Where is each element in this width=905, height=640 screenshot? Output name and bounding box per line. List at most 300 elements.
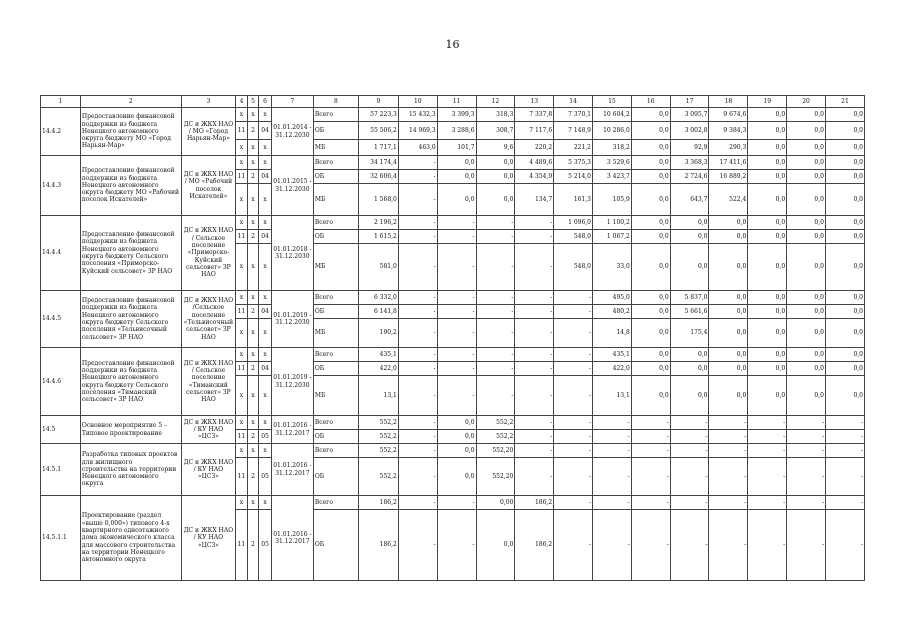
funding-amount: 34 174,4 (358, 156, 398, 170)
funding-amount: 0,00 (476, 496, 515, 510)
funding-amount: 318,3 (476, 108, 515, 122)
funding-amount: 0,0 (670, 244, 709, 291)
funding-amount: 221,2 (554, 140, 593, 156)
funding-amount: - (670, 416, 709, 430)
table-row (41, 416, 865, 430)
budget-classification-code: x (259, 244, 272, 291)
funding-amount: - (593, 430, 632, 444)
funding-source: ОБ (313, 230, 358, 244)
funding-amount: - (515, 244, 554, 291)
funding-amount: 3 399,3 (437, 108, 476, 122)
funding-amount: - (515, 230, 554, 244)
funding-amount: - (825, 430, 864, 444)
funding-amount: - (476, 216, 515, 230)
column-number: 12 (476, 96, 515, 108)
funding-amount: 0,0 (631, 376, 670, 416)
funding-amount: - (437, 216, 476, 230)
budget-classification-code: x (236, 108, 248, 122)
budget-classification-code: 04 (259, 230, 272, 244)
funding-amount: 0,0 (631, 122, 670, 140)
budget-classification-code: x (236, 319, 248, 348)
funding-amount: 0,0 (670, 216, 709, 230)
column-number: 6 (259, 96, 272, 108)
funding-amount: - (476, 305, 515, 319)
column-number: 3 (181, 96, 236, 108)
funding-amount: 0,0 (787, 362, 826, 376)
funding-amount: - (398, 444, 437, 458)
funding-amount: 0,0 (437, 170, 476, 184)
funding-amount: - (515, 416, 554, 430)
funding-amount: - (554, 376, 593, 416)
funding-amount: - (709, 496, 748, 510)
funding-amount: - (554, 444, 593, 458)
funding-amount: - (670, 510, 709, 581)
funding-amount: 422,0 (358, 362, 398, 376)
budget-classification-code: x (259, 444, 272, 458)
funding-amount: - (554, 348, 593, 362)
funding-amount: 0,0 (709, 230, 748, 244)
funding-source: ОБ (313, 305, 358, 319)
funding-amount: - (437, 348, 476, 362)
funding-source: МБ (313, 184, 358, 216)
funding-amount: 0,0 (631, 348, 670, 362)
funding-amount: 0,0 (631, 319, 670, 348)
budget-classification-code: x (236, 348, 248, 362)
budget-classification-code: 11 (236, 305, 248, 319)
funding-amount: - (398, 184, 437, 216)
column-number: 10 (398, 96, 437, 108)
funding-amount: 32 606,4 (358, 170, 398, 184)
funding-amount: 0,0 (437, 444, 476, 458)
budget-classification-code: x (247, 140, 259, 156)
funding-amount: 0,0 (631, 291, 670, 305)
budget-classification-code: x (259, 140, 272, 156)
funding-amount: - (515, 305, 554, 319)
column-number: 18 (709, 96, 748, 108)
funding-amount: - (631, 510, 670, 581)
funding-amount: - (515, 291, 554, 305)
budget-classification-code: 2 (247, 230, 259, 244)
funding-amount: - (515, 362, 554, 376)
budget-classification-code: x (247, 319, 259, 348)
funding-amount: - (709, 458, 748, 496)
funding-amount: - (554, 510, 593, 581)
measure-name: Предоставление финансовой поддержки из бюджета Ненецкого автономного округа бюджету МО «Рабочий поселок Искателей» (80, 156, 181, 216)
funding-amount: - (748, 458, 787, 496)
budget-classification-code: x (259, 416, 272, 430)
funding-amount: 0,0 (825, 140, 864, 156)
measure-code: 14.5.1.1 (41, 496, 81, 581)
funding-amount: 0,0 (631, 140, 670, 156)
column-number: 19 (748, 96, 787, 108)
funding-source: МБ (313, 140, 358, 156)
funding-amount: - (631, 458, 670, 496)
funding-amount: 0,0 (709, 319, 748, 348)
funding-amount: 1 067,2 (593, 230, 632, 244)
funding-amount: - (554, 496, 593, 510)
column-number: 4 (236, 96, 248, 108)
funding-amount: 0,0 (825, 230, 864, 244)
funding-amount: - (670, 496, 709, 510)
funding-amount: 0,0 (631, 216, 670, 230)
funding-amount: - (437, 319, 476, 348)
funding-amount: 0,0 (825, 244, 864, 291)
measure-code: 14.4.2 (41, 108, 81, 156)
funding-amount: 0,0 (437, 156, 476, 170)
funding-amount: 33,0 (593, 244, 632, 291)
budget-classification-code: x (247, 416, 259, 430)
funding-source: Всего (313, 291, 358, 305)
funding-amount: 0,0 (631, 108, 670, 122)
funding-amount: 0,0 (748, 348, 787, 362)
funding-amount: 0,0 (670, 362, 709, 376)
funding-amount: 0,0 (670, 376, 709, 416)
column-number: 21 (825, 96, 864, 108)
budget-classification-code: x (236, 216, 248, 230)
funding-source: МБ (313, 319, 358, 348)
budget-classification-code: 2 (247, 510, 259, 581)
funding-amount: 0,0 (709, 348, 748, 362)
funding-amount: 14 969,3 (398, 122, 437, 140)
funding-amount: - (398, 305, 437, 319)
funding-amount: 0,0 (631, 156, 670, 170)
budget-classification-code: x (236, 416, 248, 430)
measure-code: 14.4.5 (41, 291, 81, 348)
funding-amount: 2 196,2 (358, 216, 398, 230)
funding-amount: - (437, 244, 476, 291)
funding-amount: 134,7 (515, 184, 554, 216)
funding-amount: - (398, 348, 437, 362)
funding-amount: 0,0 (670, 348, 709, 362)
measure-code: 14.4.3 (41, 156, 81, 216)
column-number: 2 (80, 96, 181, 108)
column-number: 9 (358, 96, 398, 108)
funding-amount: 1 096,0 (554, 216, 593, 230)
funding-amount: 4 489,6 (515, 156, 554, 170)
funding-amount: 0,0 (709, 376, 748, 416)
budget-classification-code: 04 (259, 122, 272, 140)
funding-amount: - (476, 230, 515, 244)
funding-amount: 0,0 (825, 156, 864, 170)
funding-amount: 552,20 (476, 444, 515, 458)
funding-amount: - (398, 510, 437, 581)
funding-amount: 16 889,2 (709, 170, 748, 184)
program-financing-table (40, 95, 865, 581)
funding-source: ОБ (313, 430, 358, 444)
funding-amount: 175,4 (670, 319, 709, 348)
funding-amount: 0,0 (787, 140, 826, 156)
funding-amount: 548,0 (554, 230, 593, 244)
funding-source: ОБ (313, 122, 358, 140)
funding-amount: 0,0 (748, 216, 787, 230)
funding-amount: - (398, 319, 437, 348)
measure-name: Проектирование (раздел «выше 0,000») типового 4-х квартирного одноэтажного дома экономического класса для массового строительства на территории Ненецкого автономного округа (80, 496, 181, 581)
funding-amount: - (670, 458, 709, 496)
funding-amount: 0,0 (748, 244, 787, 291)
funding-amount: 0,0 (709, 216, 748, 230)
funding-amount: 92,9 (670, 140, 709, 156)
funding-amount: - (825, 496, 864, 510)
funding-amount: 0,0 (787, 305, 826, 319)
funding-amount: - (787, 496, 826, 510)
funding-amount: 3 529,6 (593, 156, 632, 170)
funding-amount: 480,2 (593, 305, 632, 319)
budget-classification-code: x (259, 348, 272, 362)
funding-amount: 0,0 (787, 122, 826, 140)
funding-source: ОБ (313, 362, 358, 376)
funding-source: Всего (313, 156, 358, 170)
budget-classification-code: 2 (247, 122, 259, 140)
responsible-executor: ДС и ЖКХ НАО / Сельское поселение «Приморско-Куйский сельсовет» ЗР НАО (181, 216, 236, 291)
funding-amount: 0,0 (825, 291, 864, 305)
funding-amount: 0,0 (748, 376, 787, 416)
funding-amount: 552,2 (476, 416, 515, 430)
funding-amount: - (437, 362, 476, 376)
funding-amount: 13,1 (358, 376, 398, 416)
funding-amount: - (398, 496, 437, 510)
funding-amount: 0,0 (787, 108, 826, 122)
funding-amount: 0,0 (631, 244, 670, 291)
funding-amount: 0,0 (476, 510, 515, 581)
funding-amount: - (787, 510, 826, 581)
funding-amount: - (398, 244, 437, 291)
funding-amount: - (515, 376, 554, 416)
funding-amount: 220,2 (515, 140, 554, 156)
funding-amount: - (398, 430, 437, 444)
measure-name: Основное мероприятие 5 – Типовое проектирование (80, 416, 181, 444)
funding-amount: 186,2 (358, 510, 398, 581)
funding-amount: - (515, 458, 554, 496)
budget-classification-code: x (247, 291, 259, 305)
funding-amount: - (709, 416, 748, 430)
funding-amount: 0,0 (787, 170, 826, 184)
funding-amount: 552,2 (358, 444, 398, 458)
funding-amount: 0,0 (825, 216, 864, 230)
funding-amount: - (437, 305, 476, 319)
budget-classification-code: x (247, 184, 259, 216)
funding-amount: - (670, 430, 709, 444)
budget-classification-code: 11 (236, 362, 248, 376)
table-body (41, 96, 865, 581)
budget-classification-code: x (247, 244, 259, 291)
budget-classification-code: x (236, 376, 248, 416)
funding-amount: 0,0 (825, 108, 864, 122)
budget-classification-code: 11 (236, 122, 248, 140)
table-row (41, 348, 865, 362)
funding-amount: 105,9 (593, 184, 632, 216)
responsible-executor: ДС и ЖКХ НАО / КУ НАО «ЦСЗ» (181, 416, 236, 444)
funding-amount: 0,0 (748, 170, 787, 184)
funding-amount: 552,2 (358, 430, 398, 444)
funding-amount: 190,2 (358, 319, 398, 348)
budget-classification-code: 05 (259, 430, 272, 444)
table-row (41, 444, 865, 458)
measure-name: Предоставление финансовой поддержки из бюджета Ненецкого автономного округа бюджету Сельского поселения «Тельвисочный сельсовет» ЗР НАО (80, 291, 181, 348)
funding-amount: 552,2 (358, 416, 398, 430)
funding-amount: - (748, 510, 787, 581)
column-number: 11 (437, 96, 476, 108)
funding-amount: 0,0 (476, 170, 515, 184)
budget-classification-code: x (247, 376, 259, 416)
implementation-period: 01.01.2014 - 31.12.2030 (271, 108, 313, 156)
funding-amount: 55 506,2 (358, 122, 398, 140)
budget-classification-code: x (259, 216, 272, 230)
funding-amount: 13,1 (593, 376, 632, 416)
funding-amount: 5 214,0 (554, 170, 593, 184)
funding-amount: 1 717,1 (358, 140, 398, 156)
funding-amount: - (476, 291, 515, 305)
funding-source: ОБ (313, 170, 358, 184)
column-number: 15 (593, 96, 632, 108)
funding-amount: 0,0 (748, 291, 787, 305)
funding-amount: - (398, 416, 437, 430)
funding-amount: 0,0 (825, 319, 864, 348)
funding-amount: 581,0 (358, 244, 398, 291)
funding-amount: 0,0 (787, 348, 826, 362)
budget-classification-code: x (247, 496, 259, 510)
funding-amount: 552,20 (476, 458, 515, 496)
funding-amount: 9 674,6 (709, 108, 748, 122)
budget-classification-code: x (236, 496, 248, 510)
column-number: 13 (515, 96, 554, 108)
funding-amount: 7 148,9 (554, 122, 593, 140)
funding-amount: 0,0 (748, 108, 787, 122)
funding-amount: - (476, 376, 515, 416)
funding-amount: 186,2 (358, 496, 398, 510)
implementation-period: 01.01.2018 - 31.12.2030 (271, 216, 313, 291)
funding-source: МБ (313, 376, 358, 416)
measure-name: Предоставление финансовой поддержки из бюджета Ненецкого автономного округа бюджету Сельского поселения «Приморско-Куйский сельсовет» ЗР НАО (80, 216, 181, 291)
funding-amount: - (515, 319, 554, 348)
funding-amount: 548,0 (554, 244, 593, 291)
funding-amount: 14,8 (593, 319, 632, 348)
funding-amount: 0,0 (631, 170, 670, 184)
funding-amount: 3 002,8 (670, 122, 709, 140)
funding-source: МБ (313, 244, 358, 291)
funding-amount: 0,0 (748, 122, 787, 140)
funding-amount: - (554, 305, 593, 319)
funding-amount: - (554, 291, 593, 305)
funding-amount: 0,0 (825, 305, 864, 319)
funding-source: Всего (313, 108, 358, 122)
implementation-period: 01.01.2016 - 31.12.2017 (271, 416, 313, 444)
funding-amount: - (593, 510, 632, 581)
funding-amount: 0,0 (437, 416, 476, 430)
funding-amount: 186,2 (515, 496, 554, 510)
funding-amount: 0,0 (787, 216, 826, 230)
funding-amount: 186,2 (515, 510, 554, 581)
funding-amount: - (476, 244, 515, 291)
budget-classification-code: 04 (259, 170, 272, 184)
budget-classification-code: 11 (236, 458, 248, 496)
funding-amount: 0,0 (825, 362, 864, 376)
funding-amount: 0,0 (748, 140, 787, 156)
funding-amount: 495,0 (593, 291, 632, 305)
funding-amount: 0,0 (748, 156, 787, 170)
funding-amount: 0,0 (825, 376, 864, 416)
funding-amount: - (709, 430, 748, 444)
funding-amount: 0,0 (787, 244, 826, 291)
budget-classification-code: 11 (236, 230, 248, 244)
funding-amount: 15 432,3 (398, 108, 437, 122)
funding-amount: - (554, 430, 593, 444)
funding-amount: - (631, 496, 670, 510)
budget-classification-code: x (247, 156, 259, 170)
table-row (41, 216, 865, 230)
funding-amount: - (709, 510, 748, 581)
funding-source: Всего (313, 444, 358, 458)
funding-amount: 0,0 (437, 184, 476, 216)
budget-classification-code: 05 (259, 458, 272, 496)
funding-amount: 10 286,0 (593, 122, 632, 140)
funding-amount: 7 370,1 (554, 108, 593, 122)
funding-amount: - (437, 230, 476, 244)
funding-amount: - (593, 444, 632, 458)
funding-amount: 161,3 (554, 184, 593, 216)
funding-amount: 0,0 (787, 319, 826, 348)
funding-amount: 0,0 (631, 184, 670, 216)
column-number: 5 (247, 96, 259, 108)
column-number: 7 (271, 96, 313, 108)
funding-amount: 0,0 (825, 170, 864, 184)
funding-amount: - (825, 444, 864, 458)
funding-amount: 3 368,3 (670, 156, 709, 170)
funding-amount: - (398, 291, 437, 305)
table-row (41, 496, 865, 510)
budget-classification-code: x (236, 140, 248, 156)
funding-amount: 0,0 (437, 430, 476, 444)
funding-amount: 0,0 (825, 122, 864, 140)
funding-amount: 422,0 (593, 362, 632, 376)
funding-amount: 318,2 (593, 140, 632, 156)
table-row (41, 156, 865, 170)
funding-source: ОБ (313, 458, 358, 496)
budget-classification-code: 11 (236, 170, 248, 184)
funding-amount: 5 375,3 (554, 156, 593, 170)
responsible-executor: ДС и ЖКХ НАО / КУ НАО «ЦСЗ» (181, 444, 236, 496)
funding-amount: 290,3 (709, 140, 748, 156)
funding-amount: 0,0 (787, 184, 826, 216)
funding-amount: 6 332,0 (358, 291, 398, 305)
funding-amount: 10 604,2 (593, 108, 632, 122)
funding-amount: 0,0 (437, 458, 476, 496)
budget-classification-code: 2 (247, 170, 259, 184)
funding-amount: - (398, 230, 437, 244)
implementation-period: 01.01.2019 - 31.12.2030 (271, 291, 313, 348)
funding-amount: 0,0 (748, 362, 787, 376)
funding-amount: 435,1 (358, 348, 398, 362)
budget-classification-code: x (236, 244, 248, 291)
budget-classification-code: 2 (247, 362, 259, 376)
funding-amount: - (398, 156, 437, 170)
funding-amount: - (593, 458, 632, 496)
column-number: 8 (313, 96, 358, 108)
funding-amount: - (554, 416, 593, 430)
funding-amount: 101,7 (437, 140, 476, 156)
measure-code: 14.4.4 (41, 216, 81, 291)
funding-amount: - (515, 216, 554, 230)
budget-classification-code: 04 (259, 305, 272, 319)
column-number: 14 (554, 96, 593, 108)
budget-classification-code: x (259, 108, 272, 122)
funding-amount: 17 411,6 (709, 156, 748, 170)
funding-amount: - (825, 458, 864, 496)
budget-classification-code: x (259, 496, 272, 510)
funding-amount: - (593, 496, 632, 510)
funding-amount: 2 724,6 (670, 170, 709, 184)
funding-amount: 0,0 (748, 319, 787, 348)
budget-classification-code: x (259, 184, 272, 216)
